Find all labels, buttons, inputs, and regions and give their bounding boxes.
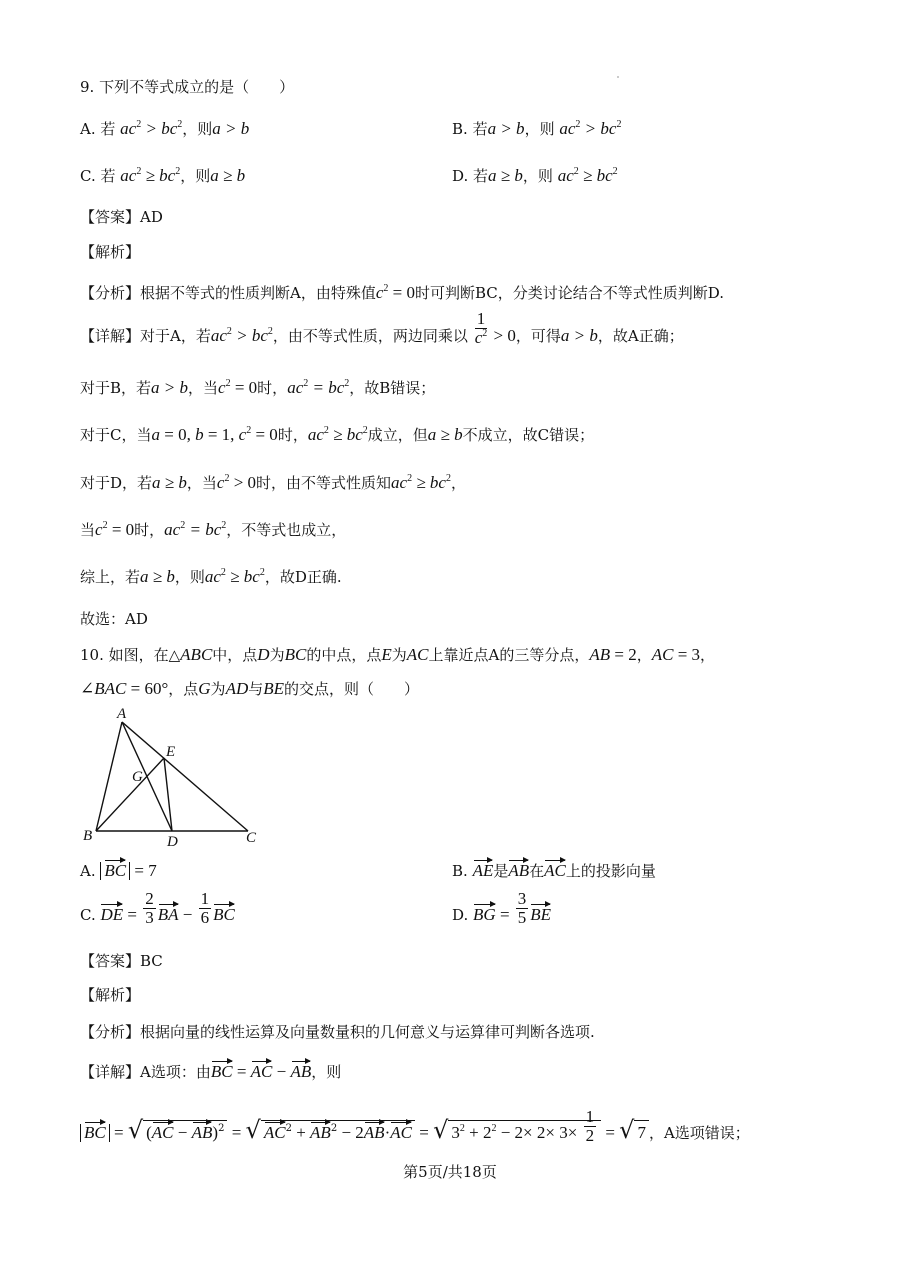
- label-a: A: [117, 706, 127, 722]
- q10-option-a: A. BC = 7: [80, 861, 157, 880]
- q9-detail-a: 【详解】对于A，若$ac^2 > bc^2$，由不等式性质，两边同乘以 $\frac{1}{c^2}$ > 0，可得a > b，故A正确；: [80, 308, 684, 347]
- q9-stem: 9. 下列不等式成立的是（ ）: [80, 78, 295, 96]
- segment-de: [164, 758, 172, 831]
- scan-speck: [617, 76, 619, 78]
- q9-detail-c: 对于C，当a = 0, b = 1, $c^2 = 0$时，$ac^2 \ge bc^2$成立，但a ≥ b不成立，故C错误；: [80, 425, 595, 444]
- triangle-figure: [80, 700, 270, 850]
- label-b: B: [83, 828, 93, 844]
- q9-option-c: C. 若 $ac^2 \ge bc^2$，则a ≥ b: [80, 166, 246, 185]
- q10-option-c: C. DE = $\frac{2}{3}$ BA − $\frac{1}{6}$ BC: [80, 888, 235, 927]
- label-e: E: [166, 744, 176, 760]
- q9-option-a: A. 若 $ac^2 > bc^2$，则a > b: [80, 119, 250, 138]
- q10-jiexi: 【解析】: [80, 986, 141, 1004]
- q10-answer: 【答案】BC: [80, 952, 163, 970]
- q9-choose: 故选：AD: [80, 610, 148, 628]
- q10-stem-line2: ∠BAC = 60°，点G为AD与BE的交点，则（ ）: [80, 679, 420, 698]
- q10-computation: BC = √ (AC − AB)$^2$ = √ $AC^2 + AB^2 - 2AB\cdot AC$ = √ $3^2 + 2^2 - 2\times 2\times 3\times$ $\frac{1}{2}$ = √ 7 ，A选项错误；: [80, 1120, 750, 1145]
- q10-stem-line1: 10. 如图，在△ABC中，点D为BC的中点，点E为AC上靠近点A的三等分点，AB = 2，AC = 3，: [80, 645, 716, 664]
- q9-analysis: 【分析】根据不等式的性质判断A，由特殊值$c^2 = 0$时可判断BC，分类讨论结合不等式性质判断D.: [80, 283, 725, 302]
- segment-ab: [96, 722, 122, 831]
- q9-jiexi: 【解析】: [80, 243, 141, 261]
- label-d: D: [167, 834, 178, 850]
- q10-option-d: D. BG = $\frac{3}{5}$ BE: [452, 888, 552, 927]
- q9-option-d: D. 若a ≥ b，则 $ac^2 \ge bc^2$: [452, 166, 618, 185]
- q9-detail-f: 综上，若a ≥ b，则$ac^2 \ge bc^2$，故D正确.: [80, 567, 342, 586]
- q9-detail-b: 对于B，若a > b，当$c^2 = 0$时，$ac^2 = bc^2$，故B错误；: [80, 378, 436, 397]
- page-footer: 第5页/共18页: [403, 1163, 497, 1181]
- q9-detail-e: 当$c^2 = 0$时，$ac^2 = bc^2$，不等式也成立，: [80, 520, 347, 539]
- q9-answer: 【答案】AD: [80, 208, 163, 226]
- q10-detail-a: 【详解】A选项：由BC = AC − AB，则: [80, 1062, 342, 1081]
- label-g: G: [132, 769, 143, 785]
- q10-option-b: B. AE是AB在AC上的投影向量: [452, 861, 656, 880]
- q10-analysis: 【分析】根据向量的线性运算及向量数量积的几何意义与运算律可判断各选项.: [80, 1023, 595, 1041]
- q9-option-b: B. 若a > b，则 $ac^2 > bc^2$: [452, 119, 622, 138]
- segment-be: [96, 758, 164, 831]
- label-c: C: [246, 830, 257, 846]
- q9-detail-d: 对于D，若a ≥ b，当$c^2 > 0$时，由不等式性质知$ac^2 \ge bc^2$，: [80, 473, 466, 492]
